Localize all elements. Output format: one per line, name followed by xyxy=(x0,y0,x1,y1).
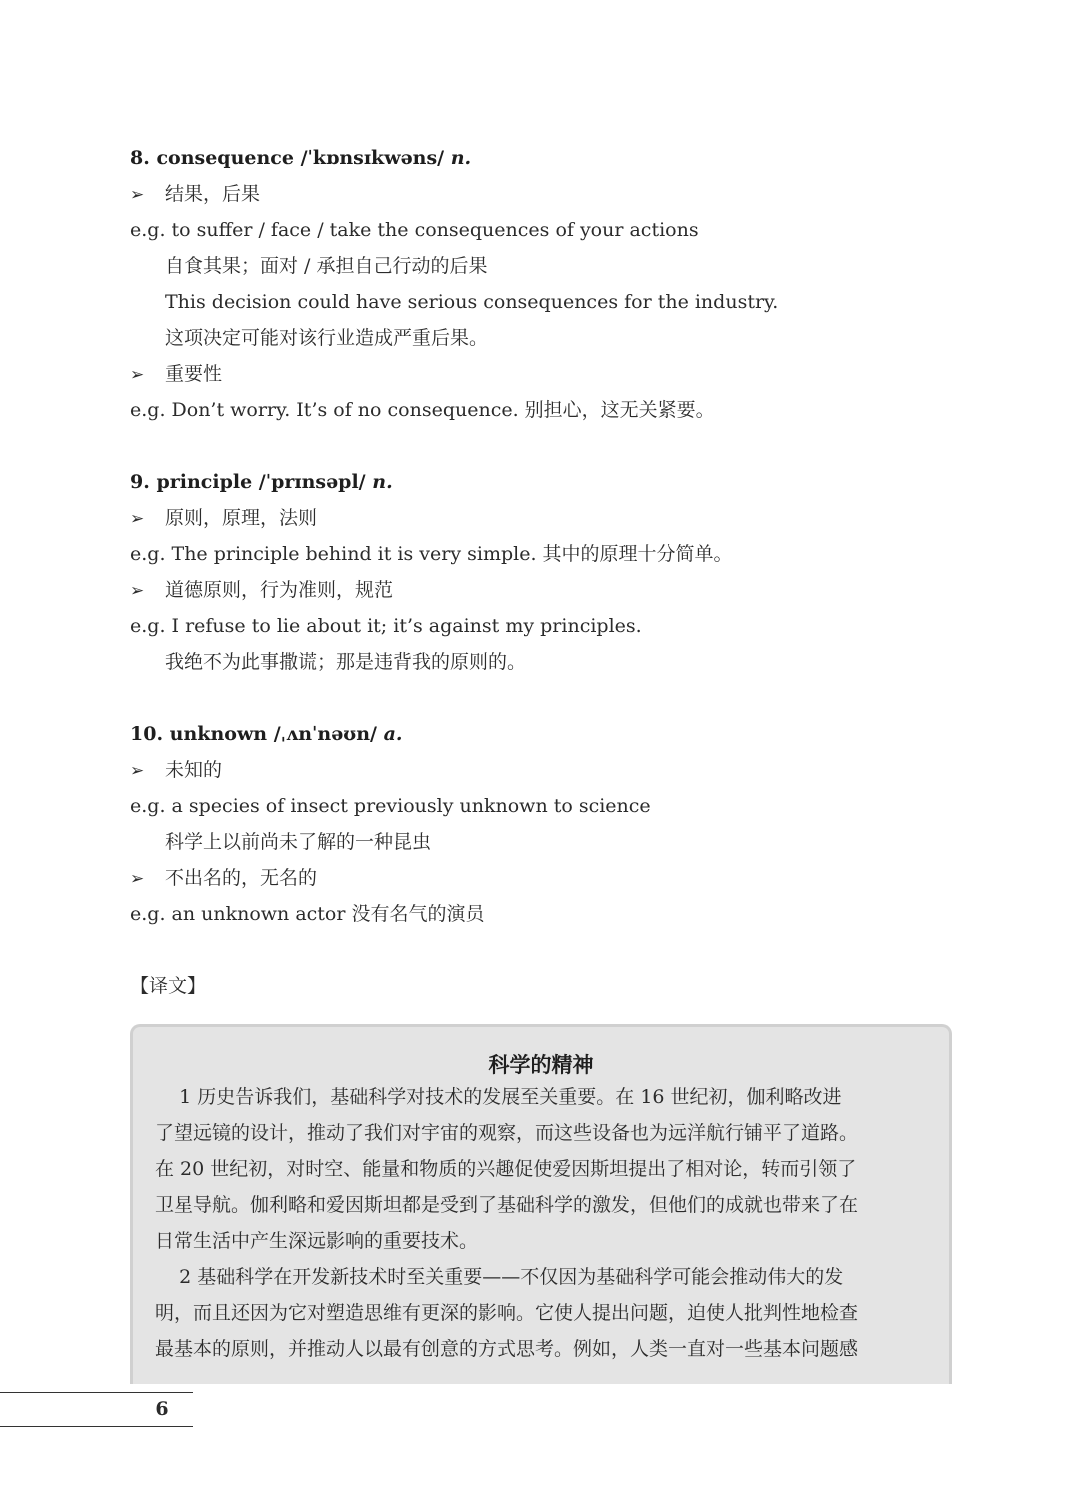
entry-headword xyxy=(130,470,393,494)
entry-headword xyxy=(130,146,471,170)
arrow-bullet-icon: ➢ xyxy=(130,509,145,529)
example-line: e.g. a species of insect previously unknown to science xyxy=(130,795,651,817)
page-rule-top xyxy=(0,1392,193,1393)
sense-text: 重要性 xyxy=(165,363,223,385)
page-number: 6 xyxy=(155,1398,169,1420)
translation-title: 科学的精神 xyxy=(488,1052,594,1077)
example-line: This decision could have serious consequences for the industry. xyxy=(165,291,779,313)
arrow-bullet-icon: ➢ xyxy=(130,869,145,889)
sense-text: 结果，后果 xyxy=(165,183,261,205)
translation-box xyxy=(130,1024,952,1384)
arrow-bullet-icon: ➢ xyxy=(130,365,145,385)
part-of-speech: a. xyxy=(383,723,403,745)
part-of-speech: n. xyxy=(450,147,472,169)
sense-bullet xyxy=(130,182,260,207)
example-line: e.g. I refuse to lie about it; it’s against my principles. xyxy=(130,615,642,637)
example-translation: 自食其果；面对 / 承担自己行动的后果 xyxy=(165,255,488,277)
page-rule-bottom xyxy=(0,1426,193,1427)
sense-text: 未知的 xyxy=(165,759,223,781)
translation-line: 最基本的原则，并推动人以最有创意的方式思考。例如，人类一直对一些基本问题感 xyxy=(155,1338,859,1360)
example-translation: 科学上以前尚未了解的一种昆虫 xyxy=(165,831,432,853)
arrow-bullet-icon: ➢ xyxy=(130,185,145,205)
arrow-bullet-icon: ➢ xyxy=(130,761,145,781)
part-of-speech: n. xyxy=(372,471,393,493)
translation-line: 2 基础科学在开发新技术时至关重要——不仅因为基础科学可能会推动伟大的发 xyxy=(155,1266,844,1288)
entry-headword xyxy=(130,722,403,746)
example-line: e.g. Don’t worry. It’s of no consequence. 别担心，这无关紧要。 xyxy=(130,399,715,421)
example-translation: 这项决定可能对该行业造成严重后果。 xyxy=(165,327,489,349)
translation-label: 【译文】 xyxy=(130,975,207,997)
sense-bullet xyxy=(130,758,222,783)
example-line: e.g. The principle behind it is very simple. 其中的原理十分简单。 xyxy=(130,543,733,565)
translation-line: 在 20 世纪初，对时空、能量和物质的兴趣促使爱因斯坦提出了相对论，转而引领了 xyxy=(155,1158,857,1180)
sense-bullet xyxy=(130,578,393,603)
example-line: e.g. an unknown actor 没有名气的演员 xyxy=(130,903,485,925)
sense-bullet xyxy=(130,866,317,891)
arrow-bullet-icon: ➢ xyxy=(130,581,145,601)
headword-text: 10. unknown /ˌʌnˈnəʊn/ xyxy=(130,723,384,745)
headword-text: 9. principle /ˈprɪnsəpl/ xyxy=(130,471,373,493)
sense-bullet xyxy=(130,362,222,387)
translation-line: 明，而且还因为它对塑造思维有更深的影响。它使人提出问题，迫使人批判性地检查 xyxy=(155,1302,859,1324)
example-translation: 我绝不为此事撒谎；那是违背我的原则的。 xyxy=(165,651,527,673)
sense-bullet xyxy=(130,506,317,531)
translation-line: 了望远镜的设计，推动了我们对宇宙的观察，而这些设备也为远洋航行铺平了道路。 xyxy=(155,1122,859,1144)
translation-line: 日常生活中产生深远影响的重要技术。 xyxy=(155,1230,479,1252)
sense-text: 不出名的，无名的 xyxy=(165,867,318,889)
sense-text: 原则，原理，法则 xyxy=(165,507,318,529)
sense-text: 道德原则，行为准则，规范 xyxy=(165,579,394,601)
headword-text: 8. consequence /ˈkɒnsɪkwəns/ xyxy=(130,147,451,169)
translation-line: 1 历史告诉我们，基础科学对技术的发展至关重要。在 16 世纪初，伽利略改进 xyxy=(155,1086,842,1108)
example-line: e.g. to suffer / face / take the consequences of your actions xyxy=(130,219,699,241)
translation-line: 卫星导航。伽利略和爱因斯坦都是受到了基础科学的激发，但他们的成就也带来了在 xyxy=(155,1194,859,1216)
